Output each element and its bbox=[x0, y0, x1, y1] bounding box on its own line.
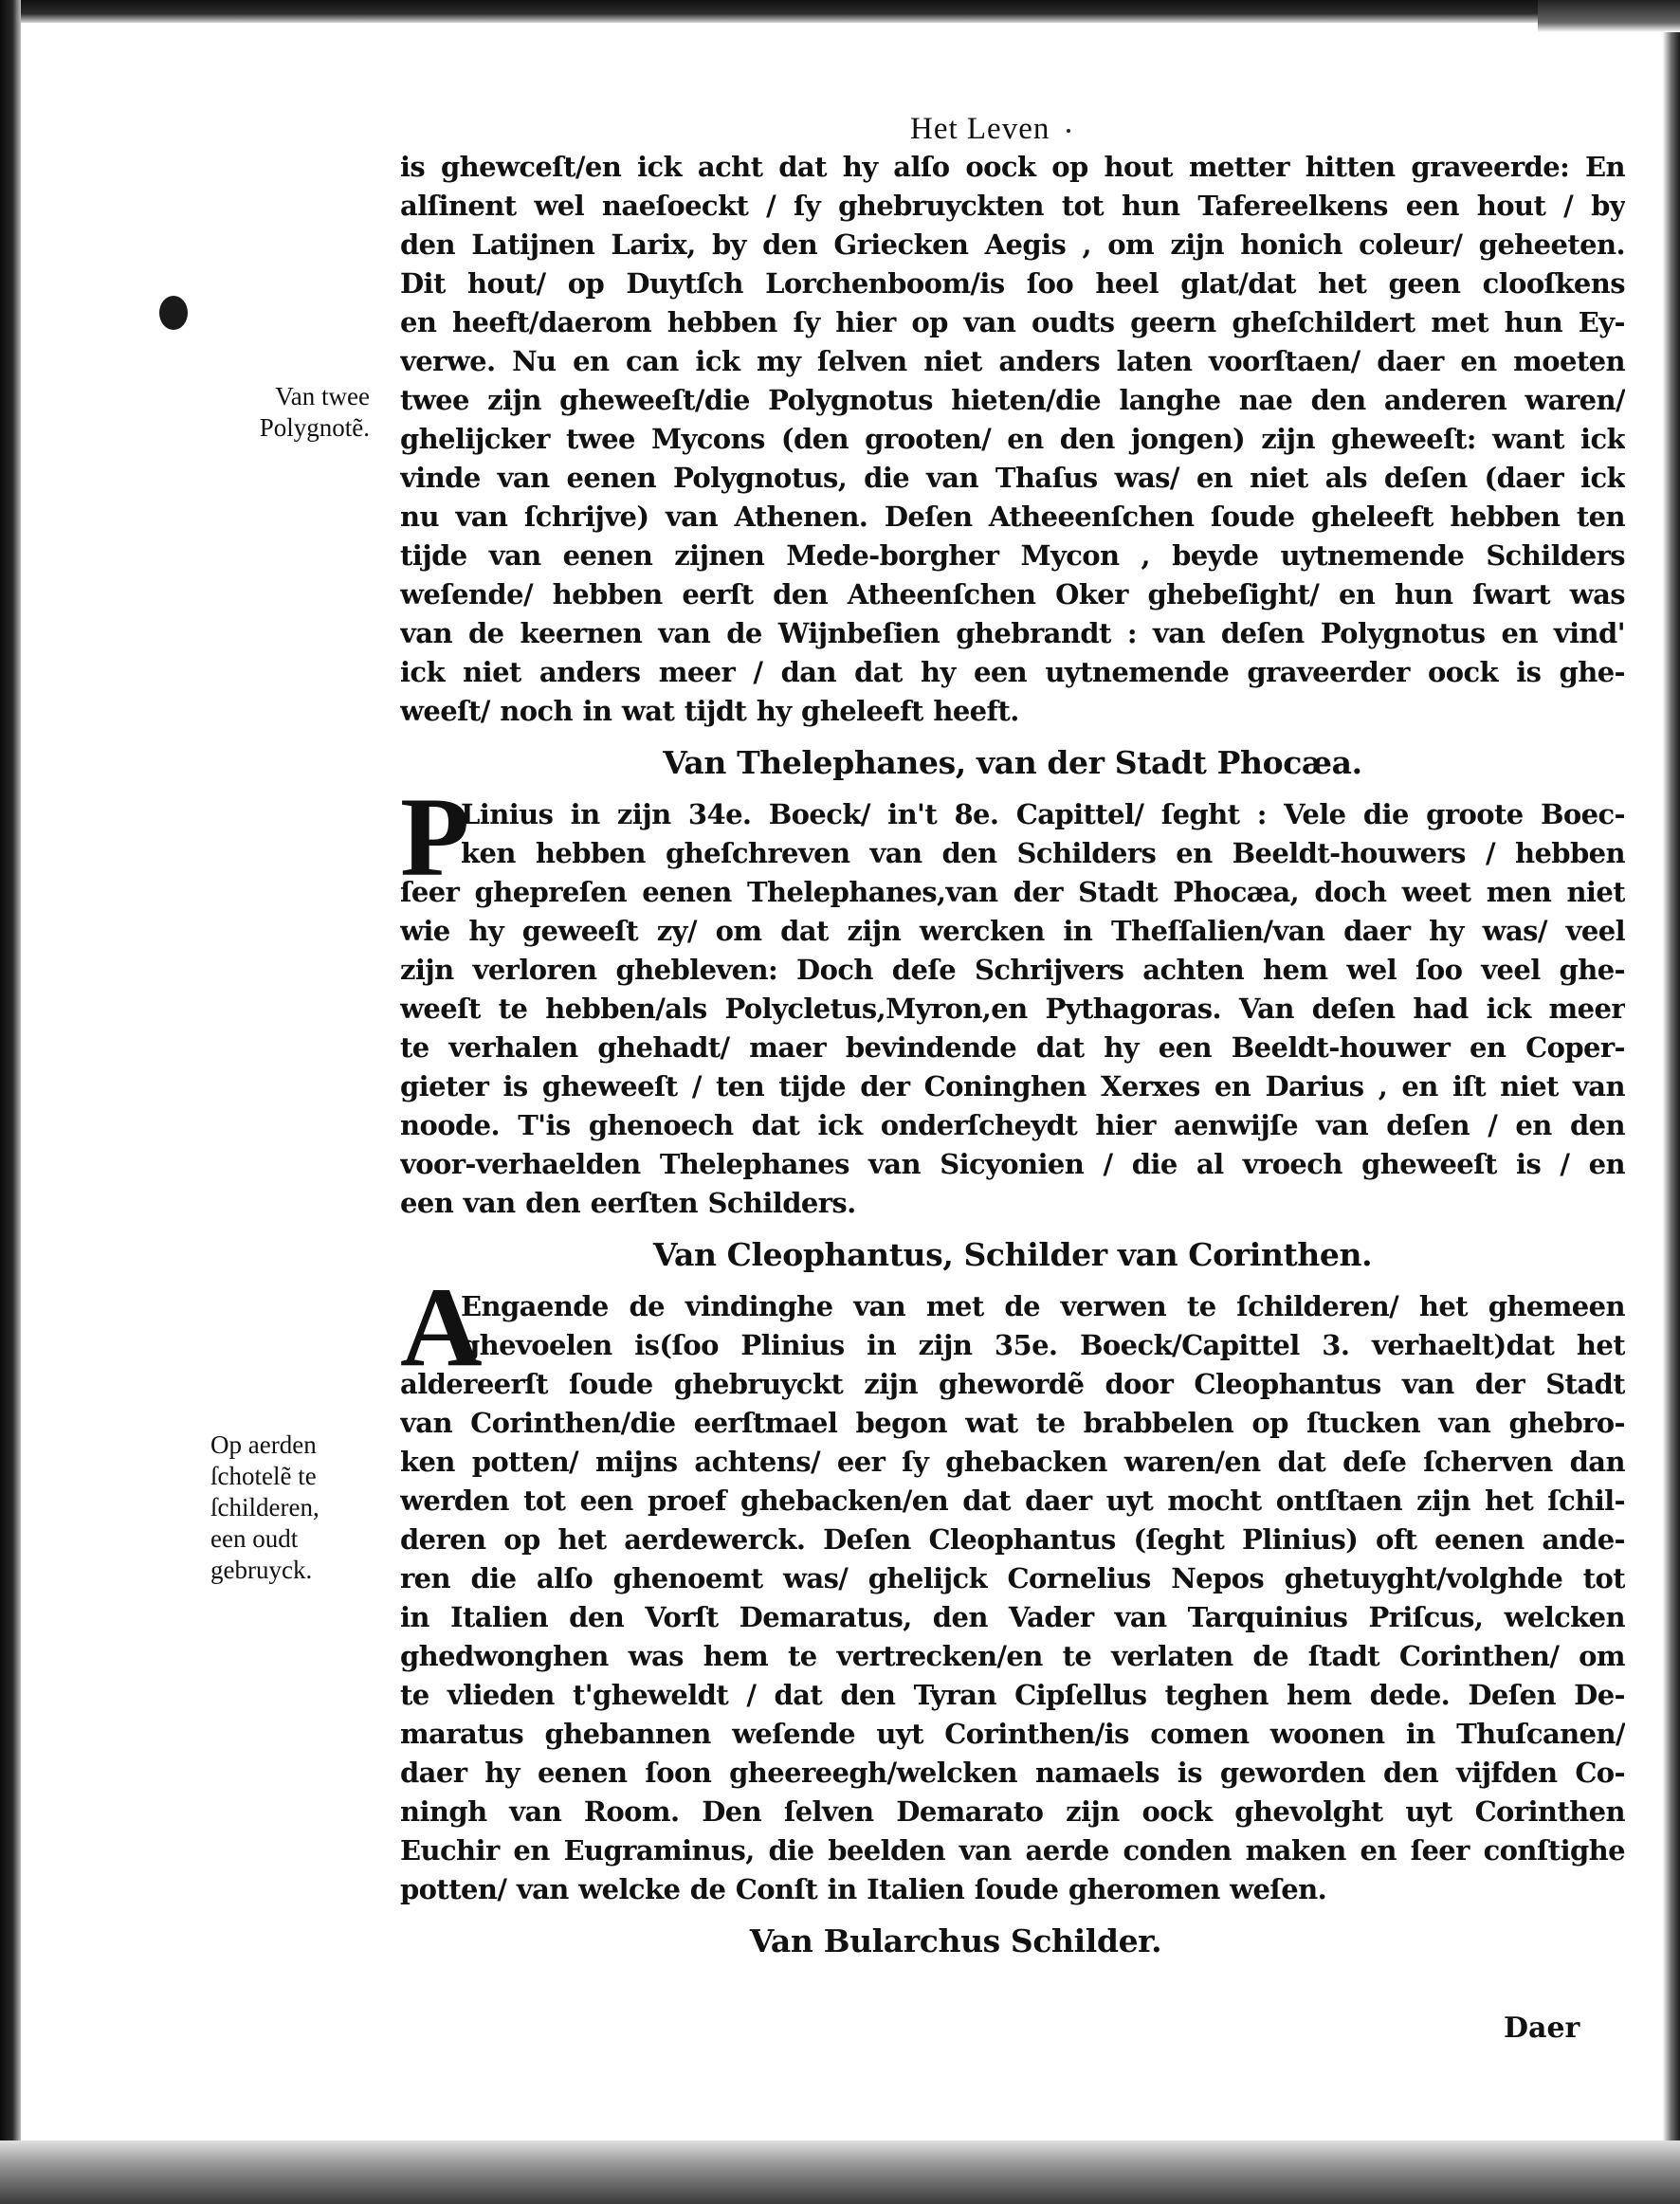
margin-note-line: ſchotelẽ te bbox=[210, 1462, 317, 1490]
text-line: weeſt/ noch in wat tijdt hy gheleeft heeft. bbox=[400, 695, 1019, 727]
margin-note-line: Van twee bbox=[275, 382, 370, 410]
text-line: potten/ van welcke de Conſt in Italien ſoude gheromen weſen. bbox=[400, 1873, 1327, 1905]
text-line: Euchir en Eugraminus, die beelden van aerde conden maken en ſeer conſtighe bbox=[400, 1834, 1625, 1867]
running-head-dot bbox=[1067, 129, 1070, 133]
text-line: weſende/ hebben eerſt den Atheenſchen Oker ghebeſight/ en hun ſwart was bbox=[400, 578, 1625, 610]
text-line: alſinent wel naeſoeckt / ſy ghebruyckten tot hun Tafereelkens een hout / by bbox=[400, 190, 1625, 222]
running-head bbox=[910, 112, 1070, 147]
text-line: ken hebben gheſchreven van den Schilders en Beeldt-houwers / hebben bbox=[461, 837, 1625, 869]
margin-note-line: gebruyck. bbox=[210, 1556, 313, 1584]
text-line: wie hy geweeſt zy/ om dat zijn wercken in Theſſalien/van daer hy was/ veel bbox=[400, 915, 1625, 947]
text-line: Linius in zijn 34e. Boeck/ in't 8e. Capittel/ ſeght : Vele die groote Boec- bbox=[461, 798, 1625, 830]
text-line: van Corinthen/die eerſtmael begon wat te brabbelen op ſtucken van ghebro- bbox=[400, 1407, 1625, 1439]
text-line: ſeer ghepreſen eenen Thelephanes,van der Stadt Phocæa, doch weet men niet bbox=[400, 876, 1625, 908]
text-line: aldereerſt ſoude ghebruyckt zijn ghewordẽ door Cleophantus van der Stadt bbox=[400, 1368, 1625, 1400]
margin-note-line: ſchilderen, bbox=[210, 1493, 320, 1521]
ink-blot bbox=[159, 296, 188, 330]
text-line: vinde van eenen Polygnotus, die van Thaſus was/ en niet als deſen (daer ick bbox=[400, 462, 1625, 494]
text-line: ren die alſo ghenoemt was/ ghelijck Cornelius Nepos ghetuyght/volghde tot bbox=[400, 1562, 1625, 1594]
text-line: ick niet anders meer / dan dat hy een uytnemende graveerder oock is ghe- bbox=[400, 656, 1625, 688]
drop-cap-a: A bbox=[400, 1264, 483, 1390]
text-line: daer hy eenen ſoon gheereegh/welcken namaels is geworden den vijfden Co- bbox=[400, 1757, 1625, 1789]
text-line: en heeft/daerom hebben ſy hier op van oudts geern gheſchildert met hun Ey- bbox=[400, 306, 1625, 338]
margin-note-polygnote bbox=[220, 381, 370, 444]
scan-edge-bottom bbox=[0, 2140, 1680, 2204]
text-line: nu van ſchrijve) van Athenen. Deſen Atheeenſchen ſoude gheleeft hebben ten bbox=[400, 501, 1625, 533]
text-line: voor-verhaelden Thelephanes van Sicyonien / die al vroech gheweeſt is / en bbox=[400, 1148, 1625, 1180]
section-heading-cleophantus: Van Cleophantus, Schilder van Corinthen. bbox=[652, 1236, 1373, 1273]
catchword: Daer bbox=[1504, 2012, 1580, 2045]
section-heading-thelephanes: Van Thelephanes, van der Stadt Phocæa. bbox=[663, 744, 1362, 781]
text-line: ningh van Room. Den ſelven Demarato zijn oock ghevolght uyt Corinthen bbox=[400, 1795, 1625, 1828]
text-line: een van den eerſten Schilders. bbox=[400, 1187, 856, 1219]
margin-note-line: een oudt bbox=[210, 1524, 299, 1553]
text-line: maratus ghebannen weſende uyt Corinthen/is comen woonen in Thuſcanen/ bbox=[400, 1718, 1625, 1750]
running-head-text: Het Leven bbox=[910, 112, 1050, 146]
margin-note-schotele bbox=[210, 1430, 372, 1586]
spacer bbox=[400, 731, 1625, 740]
text-line: Dit hout/ op Duytſch Lorchenboom/is ſoo heel glat/dat het geen clooſkens bbox=[400, 267, 1625, 300]
text-line: ghevoelen is(ſoo Plinius in zijn 35e. Boeck/Capittel 3. verhaelt)dat het bbox=[461, 1329, 1625, 1361]
section-polygnotus bbox=[400, 148, 1625, 731]
spacer bbox=[400, 1223, 1625, 1232]
text-line: twee zijn gheweeſt/die Polygnotus hieten/die langhe nae den anderen waren/ bbox=[400, 384, 1625, 416]
text-line: tijde van eenen zijnen Mede-borgher Mycon , beyde uytnemende Schilders bbox=[400, 539, 1625, 572]
text-line: is ghewceſt/en ick acht dat hy alſo oock op hout metter hitten graveerde: En bbox=[400, 151, 1625, 183]
spacer bbox=[400, 786, 1625, 795]
text-line: werden tot een proef ghebacken/en dat daer uyt mocht ontſtaen zijn het ſchil- bbox=[400, 1485, 1625, 1517]
text-line: ken potten/ mijns achtens/ eer ſy ghebacken waren/en dat deſe ſcherven dan bbox=[400, 1446, 1625, 1478]
text-line: den Latijnen Larix, by den Griecken Aegis , om zijn honich coleur/ geheeten. bbox=[400, 228, 1625, 261]
section-cleophantus bbox=[400, 1264, 1625, 1909]
text-line: verwe. Nu en can ick my ſelven niet anders laten voorſtaen/ daer en moeten bbox=[400, 345, 1625, 377]
text-line: gieter is gheweeſt / ten tijde der Coninghen Xerxes en Darius , en iſt niet van bbox=[400, 1070, 1625, 1102]
spacer bbox=[400, 1278, 1625, 1287]
text-line: in Italien den Vorſt Demaratus, den Vader van Tarquinius Priſcus, welcken bbox=[400, 1601, 1625, 1633]
main-text bbox=[400, 148, 1625, 1964]
text-line: Engaende de vindinghe van met de verwen te ſchilderen/ het ghemeen bbox=[461, 1290, 1625, 1322]
spacer bbox=[400, 1909, 1625, 1919]
text-line: ghedwonghen was hem te vertrecken/en te verlaten de ſtadt Corinthen/ om bbox=[400, 1640, 1625, 1672]
section-heading-bularchus: Van Bularchus Schilder. bbox=[749, 1922, 1162, 1959]
section-thelephanes bbox=[400, 774, 1625, 1223]
text-line: deren op het aerdewerck. Deſen Cleophantus (ſeght Plinius) oft eenen ande- bbox=[400, 1523, 1625, 1556]
scan-edge-right bbox=[1663, 0, 1680, 2204]
margin-note-line: Polygnotẽ. bbox=[259, 413, 370, 442]
text-line: te verhalen ghehadt/ maer bevindende dat hy een Beeldt-houwer en Coper- bbox=[400, 1031, 1625, 1064]
drop-cap-p: P bbox=[400, 774, 470, 900]
scan-edge-left bbox=[0, 0, 21, 2204]
text-line: noode. T'is ghenoech dat ick onderſcheydt hier aenwijſe van deſen / en den bbox=[400, 1109, 1625, 1141]
text-line: ghelijcker twee Mycons (den grooten/ en den jongen) zijn gheweeſt: want ick bbox=[400, 423, 1625, 455]
text-line: te vlieden t'gheweldt / dat den Tyran Cipſellus teghen hem dede. Deſen De- bbox=[400, 1679, 1625, 1711]
text-line: van de keernen van de Wijnbeſien ghebrandt : van deſen Polygnotus en vind' bbox=[400, 617, 1625, 649]
margin-note-line: Op aerden bbox=[210, 1430, 317, 1459]
scan-corner bbox=[1538, 0, 1680, 32]
scan-edge-top bbox=[0, 0, 1680, 23]
text-line: weeſt te hebben/als Polycletus,Myron,en Pythagoras. Van deſen had ick meer bbox=[400, 993, 1625, 1025]
text-line: zijn verloren ghebleven: Doch deſe Schrijvers achten hem wel ſoo veel ghe- bbox=[400, 954, 1625, 986]
